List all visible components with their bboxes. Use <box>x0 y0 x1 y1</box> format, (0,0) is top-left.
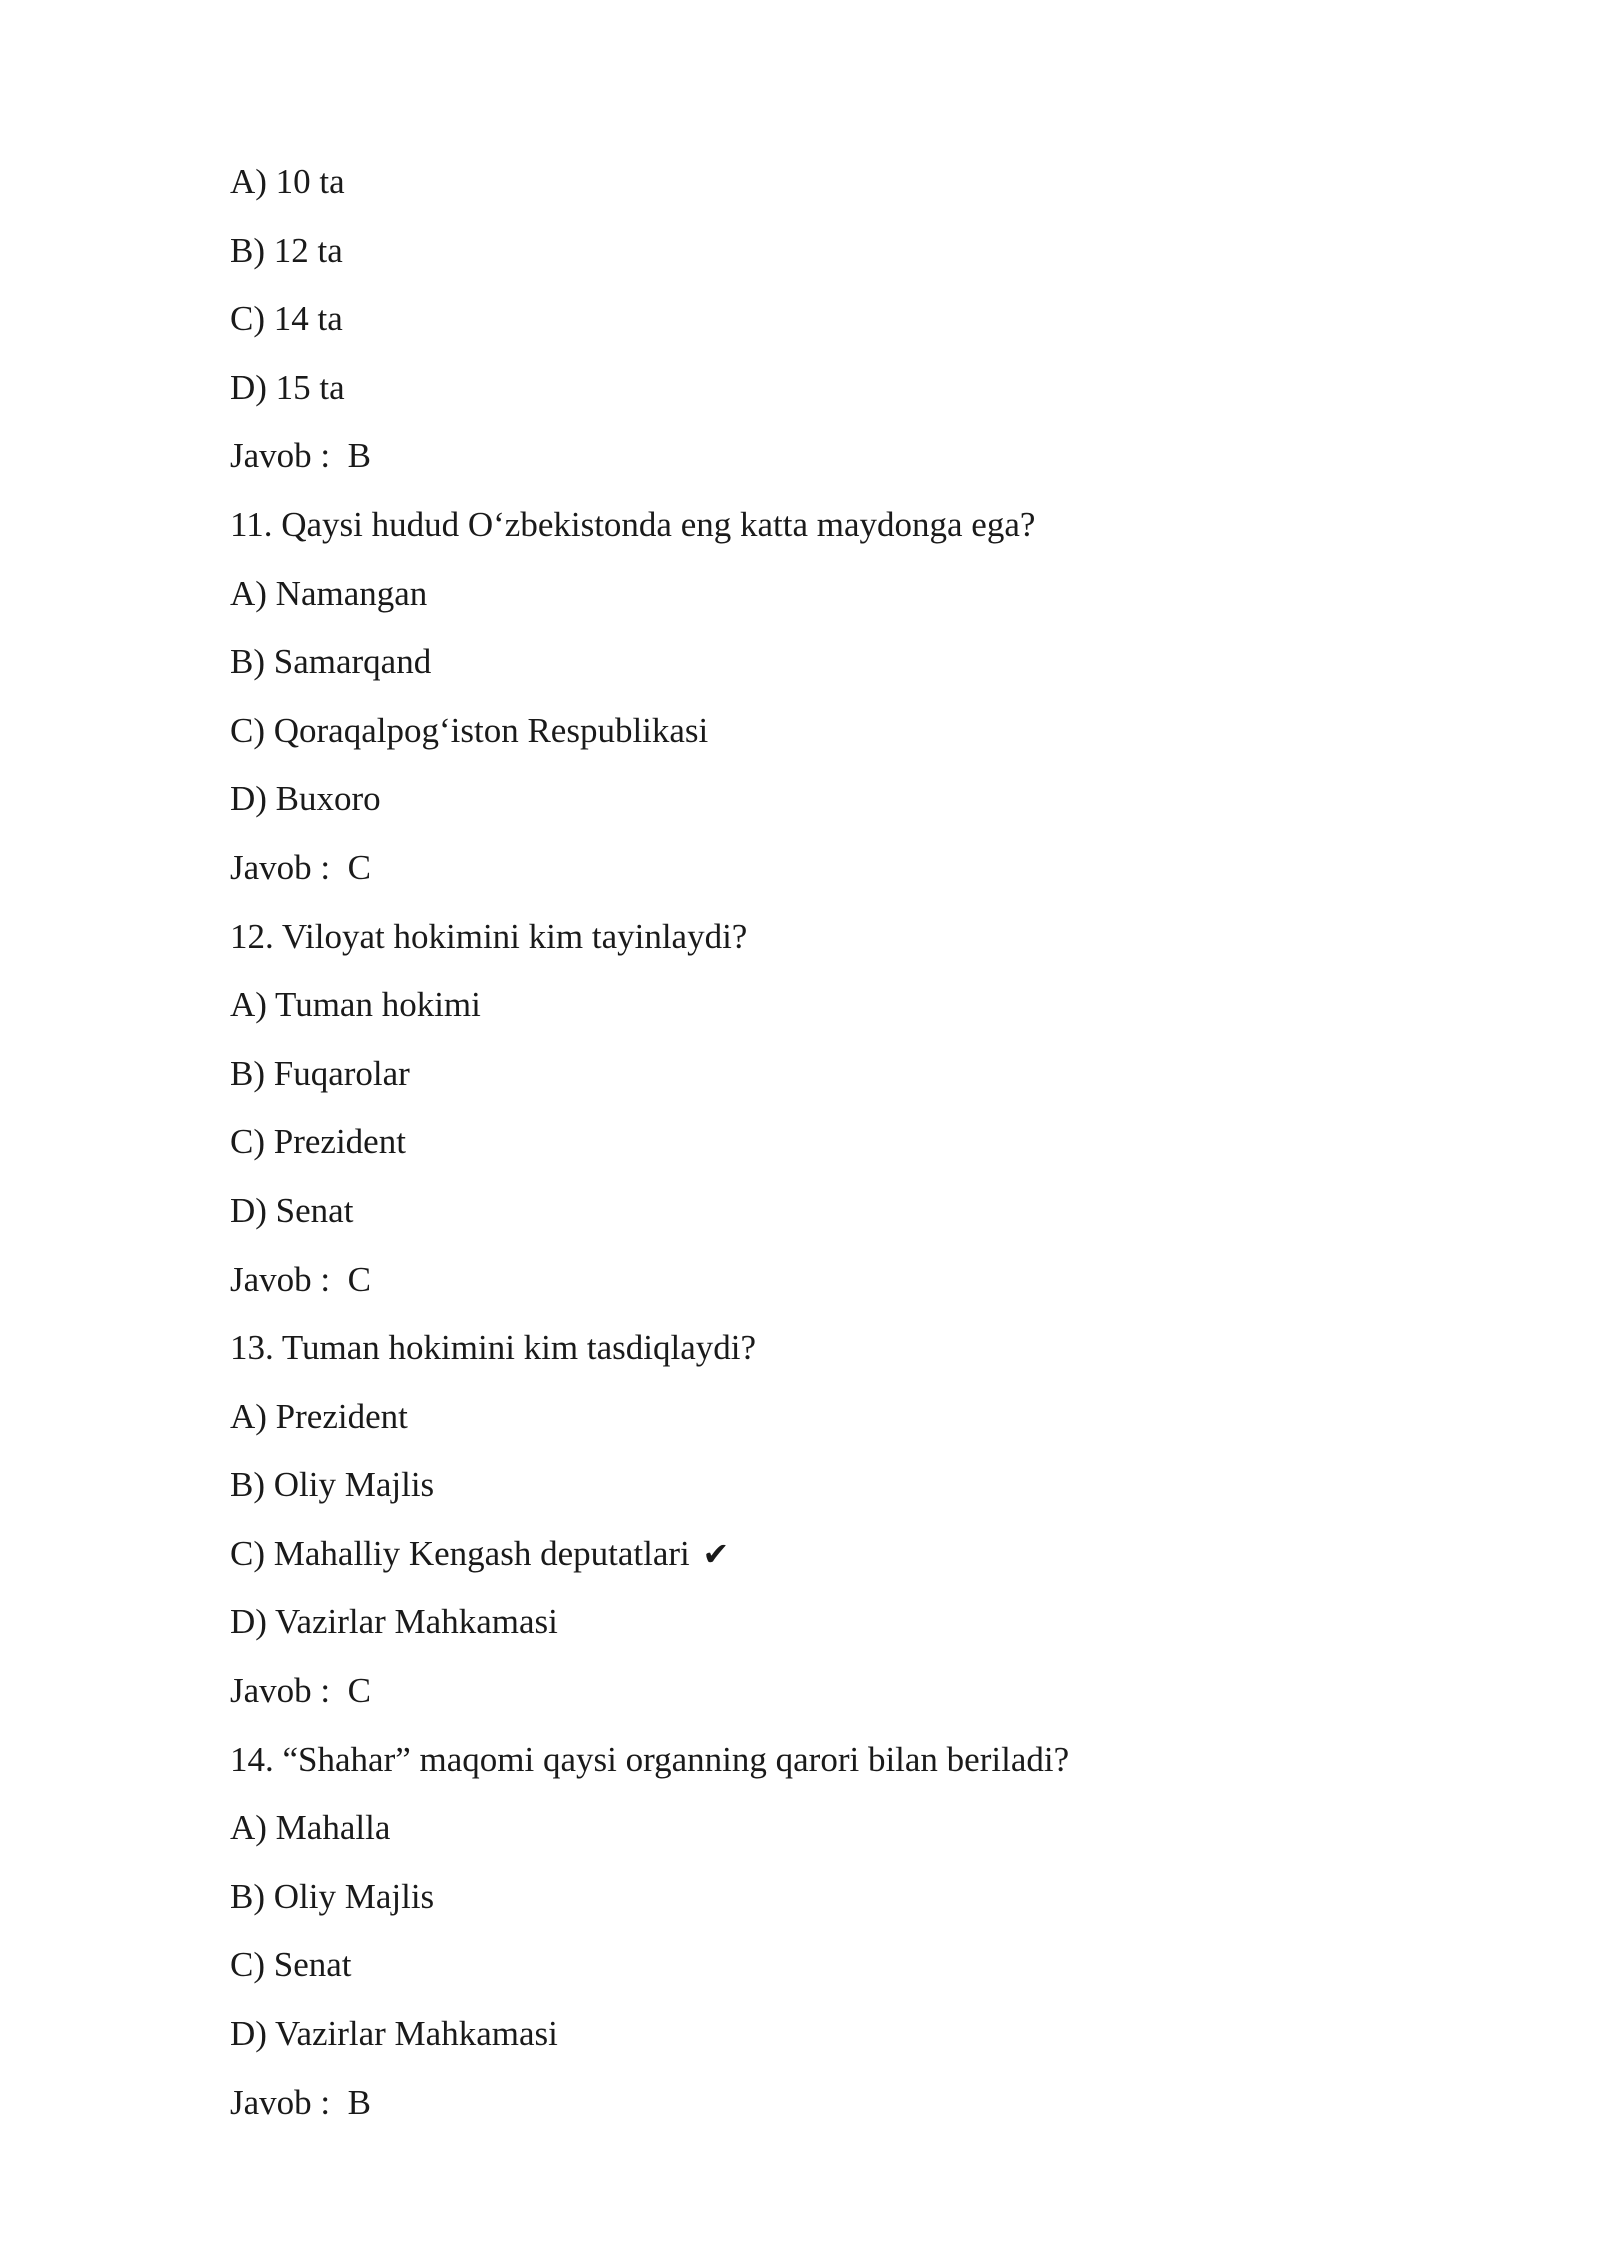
option-c: C) Prezident <box>230 1122 406 1162</box>
option-b: B) Oliy Majlis <box>230 1465 435 1505</box>
option-c: C) 14 ta <box>230 299 343 339</box>
option-c-checked <box>230 1520 1430 1589</box>
option-a: A) Tuman hokimi <box>230 985 481 1025</box>
option-a: A) 10 ta <box>230 162 345 201</box>
option-a: A) Prezident <box>230 1396 408 1436</box>
option-d: D) Vazirlar Mahkamasi <box>230 2014 558 2054</box>
option-b: B) 12 ta <box>230 230 343 270</box>
option-d: D) Senat <box>230 1190 354 1230</box>
quiz-content <box>230 148 1430 2137</box>
option-c: C) Qoraqalpog‘iston Respublikasi <box>230 710 709 750</box>
question-12: 12. Viloyat hokimini kim tayinlaydi? <box>230 916 748 956</box>
option-b: B) Samarqand <box>230 642 432 682</box>
option-d: D) 15 ta <box>230 367 345 407</box>
option-b: B) Fuqarolar <box>230 1053 410 1093</box>
question-14: 14. “Shahar” maqomi qaysi organning qarori bilan beriladi? <box>230 1739 1070 1779</box>
answer-line: Javob : B <box>230 436 371 476</box>
answer-line: Javob : C <box>230 847 371 887</box>
option-c-label: C) Mahalliy Kengash deputatlari <box>230 1533 690 1573</box>
option-a: A) Mahalla <box>230 1808 391 1848</box>
check-mark-icon: ✔ <box>702 1534 730 1573</box>
option-d: D) Vazirlar Mahkamasi <box>230 1602 558 1642</box>
question-13: 13. Tuman hokimini kim tasdiqlaydi? <box>230 1328 756 1368</box>
option-b: B) Oliy Majlis <box>230 1876 435 1916</box>
option-a: A) Namangan <box>230 573 428 613</box>
option-d: D) Buxoro <box>230 779 381 819</box>
answer-line: Javob : B <box>230 2082 371 2122</box>
question-11: 11. Qaysi hudud O‘zbekistonda eng katta maydonga ega? <box>230 504 1036 544</box>
option-c: C) Senat <box>230 1945 352 1985</box>
answer-line: Javob : C <box>230 1671 371 1711</box>
answer-line: Javob : C <box>230 1259 371 1299</box>
